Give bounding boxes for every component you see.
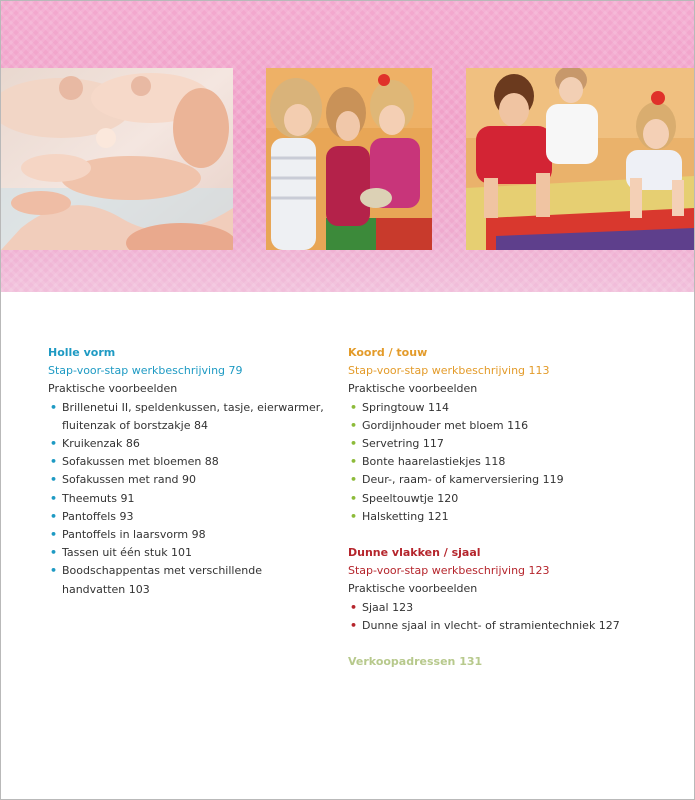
steps-entry-koord-touw: Stap-voor-stap werkbeschrijving 113 <box>348 364 550 378</box>
list-item: • Boodschappentas met verschillende handvatten 103 <box>50 564 262 596</box>
bullet-icon: • <box>350 491 358 505</box>
section-heading-dunne-vlakken-sjaal: Dunne vlakken / sjaal <box>348 545 481 559</box>
bullet-icon: • <box>50 546 58 560</box>
list-item: • Sofakussen met bloemen 88 <box>48 453 328 471</box>
examples-list-holle-vorm <box>48 399 328 599</box>
list-item: • Speeltouwtje 120 <box>348 490 668 508</box>
examples-list-koord-touw <box>348 399 668 526</box>
bullet-icon: • <box>50 473 58 487</box>
list-item: • Kruikenzak 86 <box>48 435 328 453</box>
bullet-icon: • <box>350 418 358 432</box>
bullet-icon: • <box>350 618 358 632</box>
section-heading-verkoopadressen: Verkoopadressen 131 <box>348 654 483 668</box>
steps-entry-holle-vorm: Stap-voor-stap werkbeschrijving 79 <box>48 364 243 378</box>
bullet-icon: • <box>350 436 358 450</box>
bullet-icon: • <box>50 436 58 450</box>
hands-felting-photo <box>1 68 233 250</box>
section-dunne-vlakken <box>348 544 668 635</box>
list-item: • Bonte haarelastiekjes 118 <box>348 453 668 471</box>
list-item: • Sofakussen met rand 90 <box>48 471 328 489</box>
section-heading-koord-touw: Koord / touw <box>348 346 428 359</box>
bullet-icon: • <box>350 509 358 523</box>
bullet-icon: • <box>50 455 58 469</box>
children-rolling-felt-mat-photo <box>466 68 694 250</box>
list-item: • Deur-, raam- of kamerversiering 119 <box>348 471 668 489</box>
girls-rolling-felt-photo <box>266 68 432 250</box>
list-item: • Dunne sjaal in vlecht- of stramientechniek 127 <box>348 617 668 635</box>
examples-label: Praktische voorbeelden <box>348 382 478 396</box>
steps-entry-dunne-vlakken: Stap-voor-stap werkbeschrijving 123 <box>348 564 550 578</box>
list-item: • Halsketting 121 <box>348 508 668 526</box>
toc-column-left <box>48 344 328 599</box>
examples-label: Praktische voorbeelden <box>348 582 478 596</box>
pink-photo-banner <box>1 1 694 292</box>
bullet-icon: • <box>50 400 58 414</box>
section-heading-holle-vorm: Holle vorm <box>48 346 116 359</box>
bullet-icon: • <box>50 509 58 523</box>
list-item: • Sjaal 123 <box>348 599 668 617</box>
bullet-icon: • <box>50 564 58 578</box>
list-item: • Servetring 117 <box>348 435 668 453</box>
bullet-icon: • <box>350 455 358 469</box>
bullet-icon: • <box>350 473 358 487</box>
list-item: • Brillenetui II, speldenkussen, tasje, eierwarmer, fluitenzak of borstzakje 84 <box>50 400 324 432</box>
examples-list-dunne-vlakken <box>348 599 668 635</box>
toc-column-right <box>348 344 668 671</box>
list-item: • Pantoffels 93 <box>48 508 328 526</box>
list-item: • Theemuts 91 <box>48 490 328 508</box>
bullet-icon: • <box>50 527 58 541</box>
list-item: • Tassen uit één stuk 101 <box>48 544 328 562</box>
list-item: • Pantoffels in laarsvorm 98 <box>48 526 328 544</box>
bullet-icon: • <box>350 600 358 614</box>
list-item: • Gordijnhouder met bloem 116 <box>348 417 668 435</box>
bullet-icon: • <box>50 491 58 505</box>
examples-label: Praktische voorbeelden <box>48 382 178 396</box>
bullet-icon: • <box>350 400 358 414</box>
list-item: • Springtouw 114 <box>348 399 668 417</box>
